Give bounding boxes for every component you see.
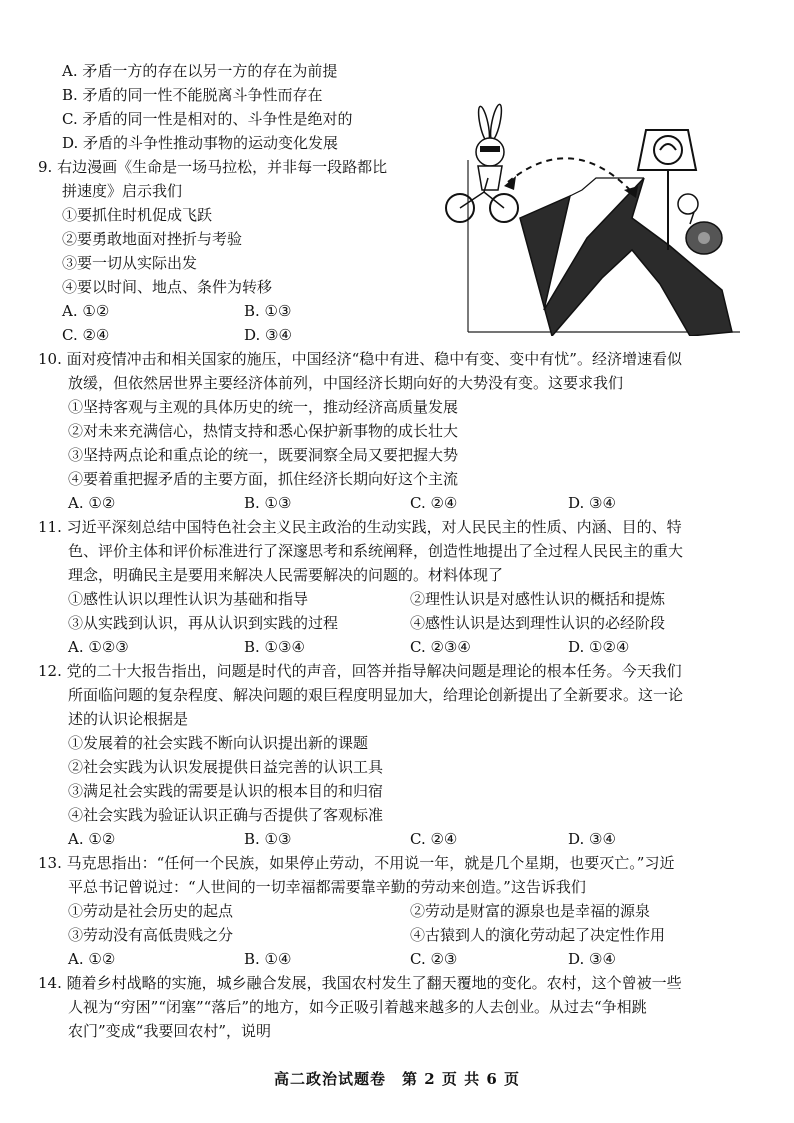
q10-item-2: ②对未来充满信心，热情支持和悉心保护新事物的成长壮大 bbox=[68, 422, 459, 440]
q13-item-2: ②劳动是财富的源泉也是幸福的源泉 bbox=[410, 902, 651, 920]
q13-option-b: B. ①④ bbox=[244, 950, 292, 968]
q11-items-row-1 bbox=[68, 588, 748, 612]
q12-option-b: B. ①③ bbox=[244, 830, 292, 848]
q9-item-4: ④要以时间、地点、条件为转移 bbox=[62, 278, 273, 296]
q13-options-row bbox=[68, 948, 748, 972]
q12-item-2: ②社会实践为认识发展提供日益完善的认识工具 bbox=[68, 758, 384, 776]
q13-stem-line-1: 13. 马克思指出：“任何一个民族，如果停止劳动，不用说一年，就是几个星期，也要灭亡。”习近 bbox=[38, 854, 675, 872]
q9-option-c: C. ②④ bbox=[62, 326, 110, 344]
q14-stem-line-3: 农门”变成“我要回农村”，说明 bbox=[68, 1022, 272, 1040]
q13-item-1: ①劳动是社会历史的起点 bbox=[68, 902, 234, 920]
q12-item-1: ①发展着的社会实践不断向认识提出新的课题 bbox=[68, 734, 369, 752]
q10-option-c: C. ②④ bbox=[410, 494, 458, 512]
q11-option-b: B. ①③④ bbox=[244, 638, 305, 656]
q10-item-3: ③坚持两点论和重点论的统一，既要洞察全局又要把握大势 bbox=[68, 446, 459, 464]
q11-stem-line-3: 理念，明确民主是要用来解决人民需要解决的问题的。材料体现了 bbox=[68, 566, 504, 584]
q10-stem-line-2: 放缓，但依然居世界主要经济体前列，中国经济长期向好的大势没有变。这要求我们 bbox=[68, 374, 624, 392]
q13-option-d: D. ③④ bbox=[568, 950, 616, 968]
q12-options-row bbox=[68, 828, 748, 852]
rabbit-cyclist-icon bbox=[446, 104, 518, 222]
q11-options-row bbox=[68, 636, 748, 660]
q8-option-b: B. 矛盾的同一性不能脱离斗争性而存在 bbox=[62, 86, 323, 104]
q11-option-d: D. ①②④ bbox=[568, 638, 630, 656]
q9-option-d: D. ③④ bbox=[244, 326, 292, 344]
q12-option-a: A. ①② bbox=[68, 830, 116, 848]
q9-options-row-2 bbox=[62, 324, 422, 348]
q9-option-b: B. ①③ bbox=[244, 302, 292, 320]
q10-item-1: ①坚持客观与主观的具体历史的统一，推动经济高质量发展 bbox=[68, 398, 459, 416]
q9-options-row-1 bbox=[62, 300, 422, 324]
q8-option-c: C. 矛盾的同一性是相对的、斗争性是绝对的 bbox=[62, 110, 353, 128]
q9-item-1: ①要抓住时机促成飞跃 bbox=[62, 206, 213, 224]
q11-option-a: A. ①②③ bbox=[68, 638, 129, 656]
q8-option-a: A. 矛盾一方的存在以另一方的存在为前提 bbox=[62, 62, 338, 80]
q9-item-3: ③要一切从实际出发 bbox=[62, 254, 198, 272]
q12-option-d: D. ③④ bbox=[568, 830, 616, 848]
q13-stem-line-2: 平总书记曾说过：“人世间的一切幸福都需要靠辛勤的劳动来创造。”这告诉我们 bbox=[68, 878, 586, 896]
q13-item-4: ④古猿到人的演化劳动起了决定性作用 bbox=[410, 926, 666, 944]
q11-option-c: C. ②③④ bbox=[410, 638, 471, 656]
q11-item-3: ③从实践到认识，再从认识到实践的过程 bbox=[68, 614, 339, 632]
q10-option-b: B. ①③ bbox=[244, 494, 292, 512]
q12-stem-line-2: 所面临问题的复杂程度、解决问题的艰巨程度明显加大，给理论创新提出了全新要求。这一论 bbox=[68, 686, 684, 704]
q13-option-a: A. ①② bbox=[68, 950, 116, 968]
page-footer: 高二政治试题卷 第 2 页 共 6 页 bbox=[274, 1070, 520, 1088]
q8-option-d: D. 矛盾的斗争性推动事物的运动变化发展 bbox=[62, 134, 339, 152]
tortoise-icon bbox=[678, 194, 722, 254]
q9-item-2: ②要勇敢地面对挫折与考验 bbox=[62, 230, 243, 248]
q11-stem-line-1: 11. 习近平深刻总结中国特色社会主义民主政治的生动实践，对人民民主的性质、内涵、目的、特 bbox=[38, 518, 682, 536]
q13-item-3: ③劳动没有高低贵贱之分 bbox=[68, 926, 234, 944]
q10-item-4: ④要着重把握矛盾的主要方面，抓住经济长期向好这个主流 bbox=[68, 470, 459, 488]
q13-items-row-2 bbox=[68, 924, 748, 948]
q11-item-2: ②理性认识是对感性认识的概括和提炼 bbox=[410, 590, 666, 608]
q12-stem-line-3: 述的认识论根据是 bbox=[68, 710, 189, 728]
q14-stem-line-2: 人视为“穷困”“闭塞”“落后”的地方，如今正吸引着越来越多的人去创业。从过去“争相跳 bbox=[68, 998, 647, 1016]
q9-stem-line-2: 拼速度》启示我们 bbox=[62, 182, 183, 200]
q13-option-c: C. ②③ bbox=[410, 950, 458, 968]
q12-option-c: C. ②④ bbox=[410, 830, 458, 848]
q10-option-a: A. ①② bbox=[68, 494, 116, 512]
q12-stem-line-1: 12. 党的二十大报告指出，问题是时代的声音，回答并指导解决问题是理论的根本任务。今天我们 bbox=[38, 662, 682, 680]
q13-items-row-1 bbox=[68, 900, 748, 924]
q10-stem-line-1: 10. 面对疫情冲击和相关国家的施压，中国经济“稳中有进、稳中有变、变中有忧”。经济增速看似 bbox=[38, 350, 682, 368]
q12-item-4: ④社会实践为验证认识正确与否提供了客观标准 bbox=[68, 806, 384, 824]
q11-stem-line-2: 色、评价主体和评价标准进行了深邃思考和系统阐释，创造性地提出了全过程人民民主的重大 bbox=[68, 542, 684, 560]
q9-option-a: A. ①② bbox=[62, 302, 110, 320]
q10-option-d: D. ③④ bbox=[568, 494, 616, 512]
q11-items-row-2 bbox=[68, 612, 748, 636]
q9-stem-line-1: 9. 右边漫画《生命是一场马拉松，并非每一段路都比 bbox=[38, 158, 388, 176]
cartoon-illustration bbox=[432, 100, 742, 336]
q10-options-row bbox=[68, 492, 748, 516]
q11-item-1: ①感性认识以理性认识为基础和指导 bbox=[68, 590, 309, 608]
q12-item-3: ③满足社会实践的需要是认识的根本目的和归宿 bbox=[68, 782, 384, 800]
q11-item-4: ④感性认识是达到理性认识的必经阶段 bbox=[410, 614, 666, 632]
q14-stem-line-1: 14. 随着乡村战略的实施，城乡融合发展，我国农村发生了翻天覆地的变化。农村，这个曾被一些 bbox=[38, 974, 682, 992]
marathon-cartoon-image bbox=[432, 100, 742, 336]
